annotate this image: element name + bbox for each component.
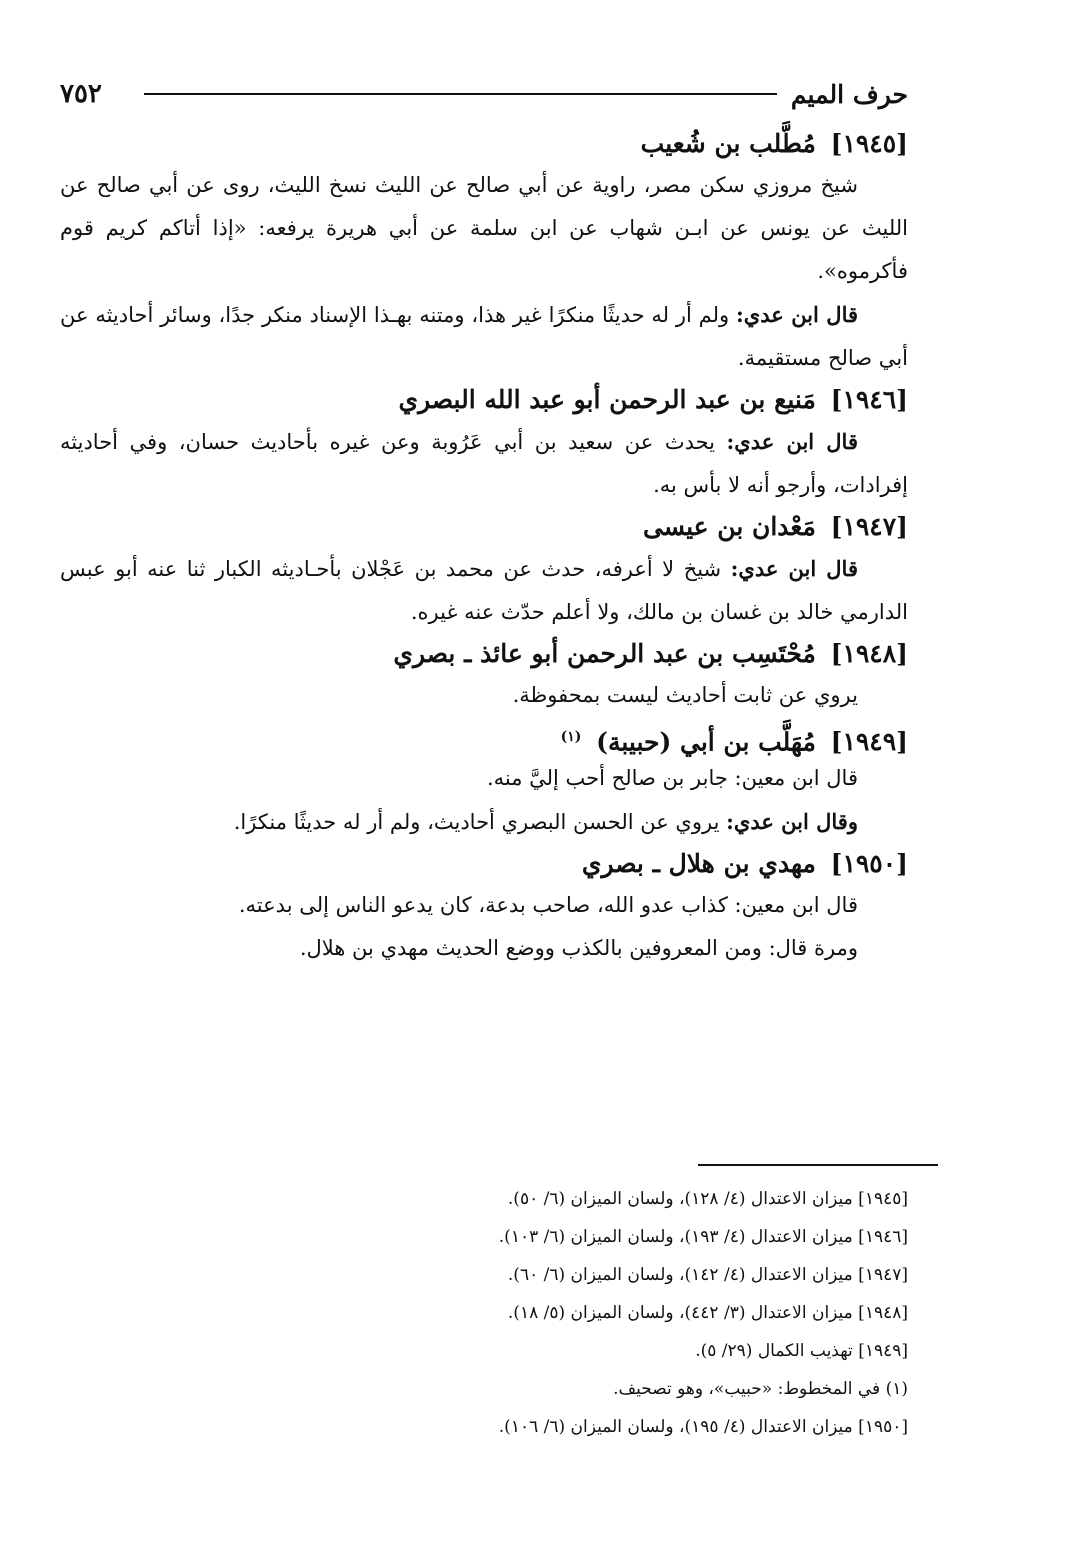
- entry-number: [١٩٤٦]: [830, 385, 908, 414]
- entry-number: [١٩٤٧]: [830, 512, 908, 541]
- speaker-label: قال ابن عدي:: [736, 302, 858, 327]
- footnote-item: [١٩٤٥] ميزان الاعتدال (٤/ ١٢٨)، ولسان الميزان (٦/ ٥٠).: [507, 1189, 908, 1209]
- speaker-label: وقال ابن عدي:: [726, 809, 858, 834]
- header-rule: [144, 93, 777, 95]
- entry-heading: [60, 717, 908, 757]
- speaker-label: قال ابن عدي:: [726, 429, 858, 454]
- footnote-item: [١٩٤٦] ميزان الاعتدال (٤/ ١٩٣)، ولسان الميزان (٦/ ١٠٣).: [498, 1227, 908, 1247]
- footnote-divider: [698, 1164, 938, 1166]
- entry-number: [١٩٤٥]: [830, 129, 908, 158]
- entry-paragraph: [60, 674, 908, 717]
- entry-paragraph: [60, 884, 908, 927]
- running-header: [60, 72, 908, 116]
- entry-name: مُحْتَسِب بن عبد الرحمن أبو عائذ ـ بصري: [393, 639, 816, 668]
- entry-paragraph: [60, 757, 908, 800]
- entry-heading: [60, 124, 908, 164]
- paragraph-text: شيخ لا أعرفه، حدث عن محمد بن عَجْلان بأحـاديثه الكبار ثنا عنه أبو عبس الدارمي خالد بن غسان بن مالك، ولا أعلم حدّث عنه غيره.: [60, 557, 908, 624]
- footnotes: [60, 1180, 908, 1446]
- paragraph-text: قال ابن معين: كذاب عدو الله، صاحب بدعة، كان يدعو الناس إلى بدعته.: [238, 893, 858, 917]
- entry-paragraph: [60, 420, 908, 507]
- footnote-item: [١٩٤٩] تهذيب الكمال (٢٩/ ٥).: [695, 1341, 908, 1361]
- footnote-reference: (١): [560, 729, 582, 745]
- paragraph-text: ولم أر له حديثًا منكرًا غير هذا، ومتنه بهـذا الإسناد منكر جدًا، وسائر أحاديثه عن أبي صالح مستقيمة.: [60, 303, 908, 370]
- paragraph-text: قال ابن معين: جابر بن صالح أحب إليَّ منه.: [486, 766, 858, 790]
- entry-paragraph: [60, 927, 908, 970]
- entry-heading: [60, 507, 908, 547]
- paragraph-text: يروي عن ثابت أحاديث ليست بمحفوظة.: [512, 683, 858, 707]
- paragraph-text: يروي عن الحسن البصري أحاديث، ولم أر له حديثًا منكرًا.: [233, 810, 720, 834]
- chapter-title: حرف الميم: [790, 79, 908, 109]
- entry-paragraph: [60, 293, 908, 380]
- footnote-item: [١٩٥٠] ميزان الاعتدال (٤/ ١٩٥)، ولسان الميزان (٦/ ١٠٦).: [498, 1417, 908, 1437]
- paragraph-text: يحدث عن سعيد بن أبي عَرُوبة وعن غيره بأحاديث حسان، وفي أحاديثه إفرادات، وأرجو أنه لا بأس به.: [60, 430, 908, 497]
- footnote-item: (١) في المخطوط: «حبيب»، وهو تصحيف.: [613, 1379, 908, 1399]
- main-text: [60, 124, 908, 970]
- speaker-label: قال ابن عدي:: [730, 556, 858, 581]
- entry-paragraph: [60, 164, 908, 293]
- entry-name: مُطَّلب بن شُعيب: [640, 129, 816, 158]
- footnote-item: [١٩٤٨] ميزان الاعتدال (٣/ ٤٤٢)، ولسان الميزان (٥/ ١٨).: [507, 1303, 908, 1323]
- page-number: ٧٥٢: [60, 79, 102, 109]
- entry-heading: [60, 844, 908, 884]
- entry-paragraph: [60, 800, 908, 844]
- entry-number: [١٩٤٨]: [830, 639, 908, 668]
- entry-name: مَعْدان بن عيسى: [642, 512, 816, 541]
- entry-number: [١٩٤٩]: [830, 727, 908, 757]
- entry-name: مُهَلَّب بن أبي (حبيبة): [596, 727, 816, 757]
- entry-heading: [60, 380, 908, 420]
- entry-heading: [60, 634, 908, 674]
- paragraph-text: ومرة قال: ومن المعروفين بالكذب ووضع الحديث مهدي بن هلال.: [299, 936, 858, 960]
- entry-name: مَنيع بن عبد الرحمن أبو عبد الله البصري: [398, 385, 816, 414]
- footnote-item: [١٩٤٧] ميزان الاعتدال (٤/ ١٤٢)، ولسان الميزان (٦/ ٦٠).: [507, 1265, 908, 1285]
- entry-name: مهدي بن هلال ـ بصري: [581, 849, 816, 878]
- entry-paragraph: [60, 547, 908, 634]
- entry-number: [١٩٥٠]: [830, 849, 908, 878]
- paragraph-text: شيخ مروزي سكن مصر، راوية عن أبي صالح عن الليث نسخ الليث، روى عن أبي صالح عن الليث عن يونس عن ابـن شهاب عن ابن سلمة عن أبي هريرة يرفعه: «إذا أتاكم كريم قوم فأكرموه».: [60, 173, 908, 283]
